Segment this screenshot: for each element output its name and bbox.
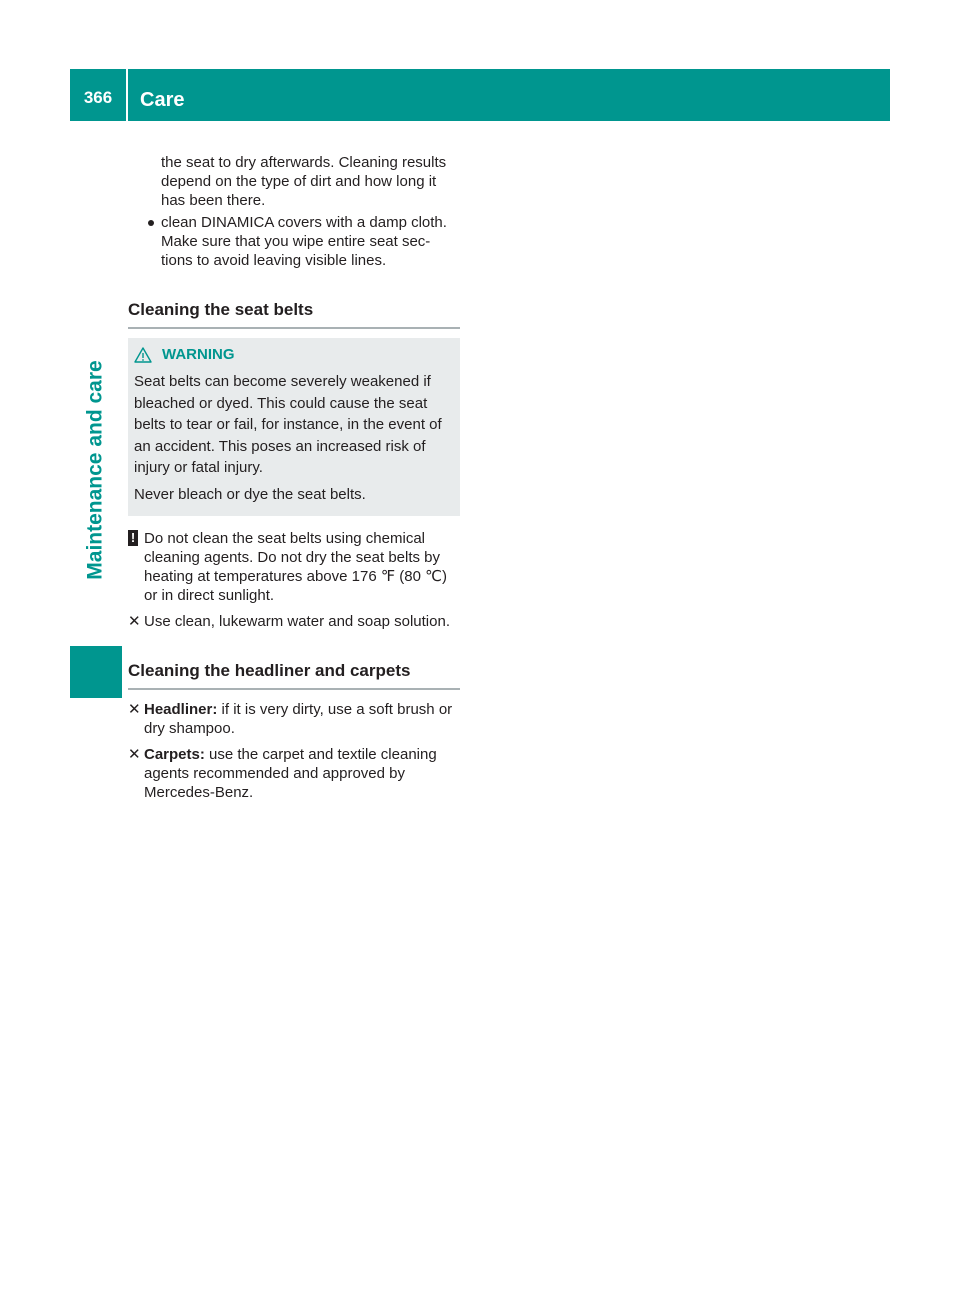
action-step-text: Use clean, lukewarm water and soap solution.	[144, 613, 450, 630]
note	[128, 529, 460, 605]
action-step-text: if it is very dirty, use a soft brush or dry shampoo.	[144, 701, 453, 737]
headliner-steps	[128, 700, 460, 802]
arrow-action-icon: ✕	[128, 701, 141, 718]
warning-title-text: WARNING	[162, 346, 235, 364]
warning-box	[128, 338, 460, 516]
header-divider	[126, 69, 128, 121]
intro-continuation: the seat to dry afterwards. Cleaning results depend on the type of dirt and how long it has been there.	[161, 154, 447, 209]
bullet-dot-icon	[148, 220, 154, 226]
section-heading-headliner: Cleaning the headliner and carpets	[128, 660, 460, 690]
page-number: 366	[83, 88, 113, 107]
side-tab	[70, 280, 122, 660]
warning-instruction: Never bleach or dye the seat belts.	[134, 485, 366, 503]
list-item	[128, 213, 460, 270]
arrow-action-icon: ✕	[128, 613, 141, 630]
side-tab-marker	[70, 646, 122, 698]
action-step	[128, 745, 460, 802]
warning-title	[134, 344, 454, 366]
header-bar	[70, 69, 890, 121]
action-step-text: use the carpet and textile cleaning agents recommended and approved by Mercedes-Benz.	[144, 746, 437, 801]
note-text: Do not clean the seat belts using chemical cleaning agents. Do not dry the seat belts by heating at temperatures above 176 ℉ (80 ℃) or in direct sunlight.	[144, 530, 447, 604]
section-heading-seat-belts: Cleaning the seat belts	[128, 299, 460, 329]
arrow-action-icon: ✕	[128, 746, 141, 763]
page-content	[128, 153, 460, 802]
warning-text: Seat belts can become severely weakened if bleached or dyed. This could cause the seat belts to tear or fail, for instance, in the event of an accident. This poses an increased risk of injury or fatal injury.	[134, 373, 442, 476]
list-item-text: clean DINAMICA covers with a damp cloth. Make sure that you wipe entire seat sec-tions to avoid leaving visible lines.	[161, 214, 447, 269]
chapter-title: Care	[140, 89, 185, 111]
action-step-label: Headliner:	[144, 701, 218, 718]
action-step-label: Carpets:	[144, 746, 205, 763]
action-step	[128, 700, 460, 738]
exclamation-icon: !	[128, 530, 138, 546]
action-step	[128, 612, 460, 631]
side-tab-label: Maintenance and care	[84, 360, 108, 580]
warning-triangle-icon	[134, 347, 152, 363]
